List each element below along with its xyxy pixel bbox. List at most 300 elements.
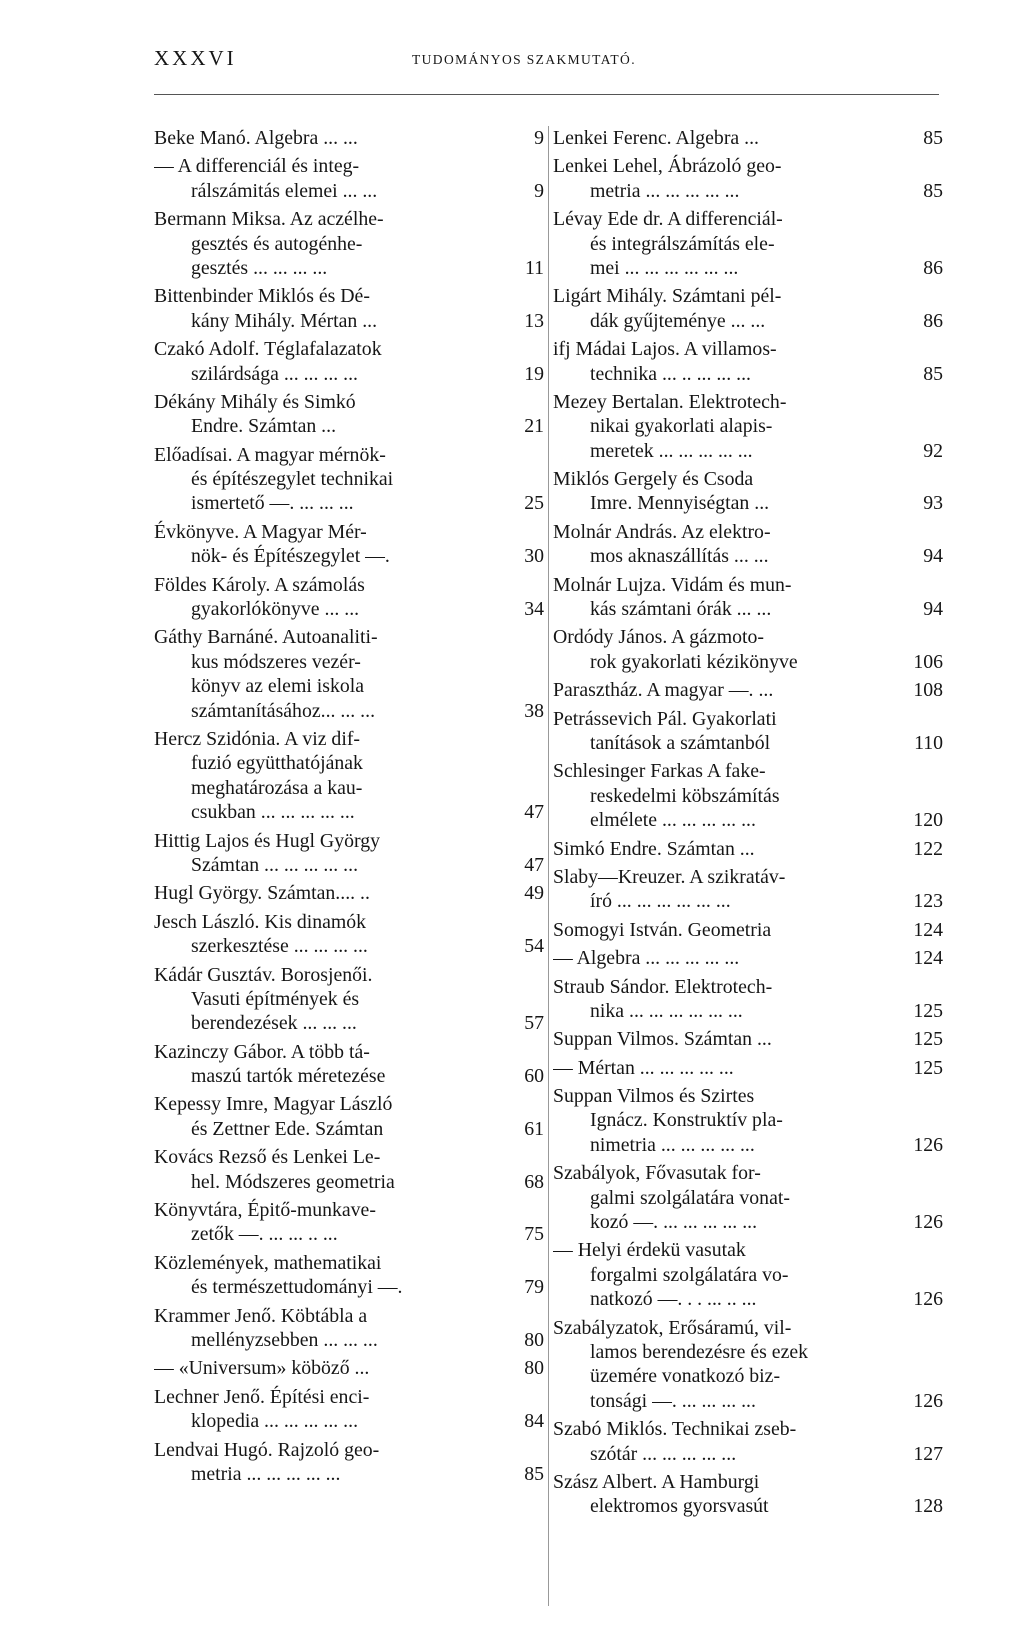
index-entry xyxy=(154,727,544,825)
entry-page-number: 92 xyxy=(923,439,943,462)
entry-page-number: 86 xyxy=(923,256,943,279)
entry-text: Szabályzatok, Erősáramú, vil- xyxy=(553,1316,792,1339)
entry-text: Suppan Vilmos. Számtan ... xyxy=(553,1028,772,1051)
entry-heading-line xyxy=(553,865,943,889)
index-entry xyxy=(154,829,544,878)
entry-heading-line xyxy=(553,284,943,308)
entry-text: ismertető —. ... ... ... xyxy=(191,492,354,515)
entry-text: Gáthy Barnáné. Autoanaliti- xyxy=(154,626,378,649)
entry-heading-line xyxy=(154,829,544,853)
entry-page-number: 54 xyxy=(524,935,544,958)
entry-text: Hittig Lajos és Hugl György xyxy=(154,829,381,852)
index-entry xyxy=(553,284,943,333)
entry-text: gyakorlókönyve ... ... xyxy=(191,598,360,621)
entry-continuation-line xyxy=(154,414,544,438)
index-entry xyxy=(553,573,943,622)
entry-page-number: 47 xyxy=(524,801,544,824)
entry-text: Molnár Lujza. Vidám és mun- xyxy=(553,573,792,596)
entry-continuation-line xyxy=(553,1494,943,1518)
entry-continuation-line xyxy=(553,1263,943,1287)
entry-text: lamos berendezésre és ezek xyxy=(590,1340,809,1363)
entry-text: tonsági —. ... ... ... ... xyxy=(590,1389,756,1412)
entry-text: Ordódy János. A gázmoto- xyxy=(553,626,764,649)
index-entry xyxy=(553,1084,943,1157)
entry-continuation-line xyxy=(553,439,943,463)
index-entry xyxy=(154,284,544,333)
entry-heading-line xyxy=(553,154,943,178)
entry-page-number: 120 xyxy=(913,809,943,832)
entry-text: Kovács Rezső és Lenkei Le- xyxy=(154,1146,381,1169)
entry-heading-line xyxy=(553,678,943,702)
entry-heading-line xyxy=(553,837,943,861)
entry-heading-line xyxy=(154,1438,544,1462)
index-entry xyxy=(553,467,943,516)
entry-text: ifj Mádai Lajos. A villamos- xyxy=(553,338,777,361)
entry-text: mei ... ... ... ... ... ... xyxy=(590,256,739,279)
column-divider xyxy=(548,126,549,1606)
entry-text: Slaby—Kreuzer. A szikratáv- xyxy=(553,865,786,888)
index-entry xyxy=(154,1385,544,1434)
entry-text: Közlemények, mathematikai xyxy=(154,1251,382,1274)
entry-text: Kádár Gusztáv. Borosjenői. xyxy=(154,963,373,986)
entry-heading-line xyxy=(553,1316,943,1340)
entry-heading-line xyxy=(154,1304,544,1328)
entry-page-number: 13 xyxy=(524,309,544,332)
entry-page-number: 125 xyxy=(913,999,943,1022)
entry-page-number: 68 xyxy=(524,1170,544,1193)
entry-page-number: 80 xyxy=(524,1357,544,1380)
entry-continuation-line xyxy=(553,544,943,568)
entry-text: elmélete ... ... ... ... ... xyxy=(590,809,756,832)
entry-text: Imre. Mennyiségtan ... xyxy=(590,492,770,515)
entry-text: nikai gyakorlati alapis- xyxy=(590,415,773,438)
entry-page-number: 47 xyxy=(524,853,544,876)
entry-continuation-line xyxy=(553,1186,943,1210)
entry-text: metria ... ... ... ... ... xyxy=(590,179,740,202)
entry-continuation-line xyxy=(154,650,544,674)
index-entry xyxy=(553,918,943,942)
entry-text: Jesch László. Kis dinamók xyxy=(154,910,367,933)
entry-continuation-line xyxy=(154,1328,544,1352)
entry-page-number: 49 xyxy=(524,882,544,905)
entry-page-number: 126 xyxy=(913,1211,943,1234)
entry-text: Miklós Gergely és Csoda xyxy=(553,468,754,491)
entry-text: Hercz Szidónia. A viz dif- xyxy=(154,727,360,750)
entry-text: fuzió együtthatójának xyxy=(191,752,363,775)
entry-heading-line xyxy=(154,625,544,649)
entry-continuation-line xyxy=(154,751,544,775)
entry-text: számtanításához... ... ... xyxy=(191,699,376,722)
index-entry xyxy=(553,390,943,463)
entry-text: Évkönyve. A Magyar Mér- xyxy=(154,520,367,543)
entry-text: Szabályok, Fővasutak for- xyxy=(553,1162,761,1185)
entry-text: Kazinczy Gábor. A több tá- xyxy=(154,1040,370,1063)
entry-heading-line xyxy=(553,390,943,414)
index-entry xyxy=(154,154,544,203)
index-entry xyxy=(154,1251,544,1300)
entry-continuation-line xyxy=(154,699,544,723)
entry-page-number: 85 xyxy=(923,362,943,385)
entry-continuation-line xyxy=(553,309,943,333)
entry-continuation-line xyxy=(553,1340,943,1364)
entry-continuation-line xyxy=(553,731,943,755)
entry-continuation-line xyxy=(154,1275,544,1299)
entry-continuation-line xyxy=(154,232,544,256)
entry-page-number: 123 xyxy=(913,890,943,913)
entry-page-number: 106 xyxy=(913,650,943,673)
entry-heading-line xyxy=(553,1161,943,1185)
entry-page-number: 79 xyxy=(524,1276,544,1299)
entry-page-number: 21 xyxy=(524,415,544,438)
entry-text: Schlesinger Farkas A fake- xyxy=(553,760,766,783)
entry-heading-line xyxy=(553,1470,943,1494)
index-entry xyxy=(553,1056,943,1080)
entry-continuation-line xyxy=(154,309,544,333)
entry-heading-line xyxy=(553,126,943,150)
entry-page-number: 124 xyxy=(913,947,943,970)
entry-continuation-line xyxy=(553,1210,943,1234)
entry-text: Számtan ... ... ... ... ... xyxy=(191,853,359,876)
entry-text: galmi szolgálatára vonat- xyxy=(590,1186,790,1209)
entry-continuation-line xyxy=(154,1011,544,1035)
entry-text: natkozó —. . . ... .. ... xyxy=(590,1288,757,1311)
entry-continuation-line xyxy=(154,934,544,958)
index-column-right xyxy=(553,126,943,1523)
entry-text: Könyvtára, Épitő-munkave- xyxy=(154,1199,376,1222)
entry-continuation-line xyxy=(154,1409,544,1433)
entry-heading-line xyxy=(154,126,544,150)
entry-text: Mezey Bertalan. Elektrotech- xyxy=(553,390,787,413)
index-entry xyxy=(154,337,544,386)
index-entry xyxy=(553,1238,943,1311)
entry-text: nök- és Építészegylet —. xyxy=(191,545,390,568)
entry-continuation-line xyxy=(553,889,943,913)
entry-continuation-line xyxy=(154,1170,544,1194)
entry-heading-line xyxy=(154,1251,544,1275)
index-entry xyxy=(154,1040,544,1089)
entry-text: zetők —. ... ... .. ... xyxy=(191,1223,338,1246)
index-entry xyxy=(154,390,544,439)
entry-text: és építészegylet technikai xyxy=(191,468,394,491)
entry-text: Szász Albert. A Hamburgi xyxy=(553,1470,760,1493)
entry-page-number: 125 xyxy=(913,1056,943,1079)
entry-text: rok gyakorlati kézikönyve xyxy=(590,650,798,673)
entry-page-number: 30 xyxy=(524,545,544,568)
entry-text: berendezések ... ... ... xyxy=(191,1012,357,1035)
entry-heading-line xyxy=(154,154,544,178)
index-entry xyxy=(154,573,544,622)
entry-text: szerkesztése ... ... ... ... xyxy=(191,935,368,958)
entry-heading-line xyxy=(553,975,943,999)
entry-text: — «Universum» köböző ... xyxy=(154,1357,370,1380)
entry-text: meretek ... ... ... ... ... xyxy=(590,439,753,462)
entry-text: kány Mihály. Mértan ... xyxy=(191,309,378,332)
entry-text: meghatározása a kau- xyxy=(191,776,363,799)
index-entry xyxy=(553,154,943,203)
entry-text: Somogyi István. Geometria xyxy=(553,918,772,941)
entry-text: gesztés ... ... ... ... xyxy=(191,256,328,279)
entry-heading-line xyxy=(154,1092,544,1116)
entry-text: Czakó Adolf. Téglafalazatok xyxy=(154,338,382,361)
entry-continuation-line xyxy=(553,179,943,203)
entry-page-number: 128 xyxy=(913,1495,943,1518)
entry-page-number: 86 xyxy=(923,309,943,332)
entry-continuation-line xyxy=(154,362,544,386)
entry-page-number: 126 xyxy=(913,1389,943,1412)
entry-text: Lechner Jenő. Építési enci- xyxy=(154,1385,370,1408)
index-entry xyxy=(553,337,943,386)
entry-heading-line xyxy=(553,207,943,231)
index-entry xyxy=(553,1470,943,1519)
entry-text: forgalmi szolgálatára vo- xyxy=(590,1263,789,1286)
entry-text: tanítások a számtanból xyxy=(590,731,771,754)
entry-text: Ignácz. Konstruktív pla- xyxy=(590,1109,783,1132)
entry-heading-line xyxy=(553,625,943,649)
entry-page-number: 80 xyxy=(524,1328,544,1351)
entry-text: Suppan Vilmos és Szirtes xyxy=(553,1085,755,1108)
entry-text: csukban ... ... ... ... ... xyxy=(191,801,355,824)
entry-text: maszú tartók méretezése xyxy=(191,1065,386,1088)
entry-page-number: 60 xyxy=(524,1065,544,1088)
index-entry xyxy=(154,520,544,569)
entry-heading-line xyxy=(553,467,943,491)
entry-continuation-line xyxy=(553,232,943,256)
header-rule xyxy=(154,94,939,95)
entry-continuation-line xyxy=(154,1064,544,1088)
entry-heading-line xyxy=(154,573,544,597)
entry-text: Straub Sándor. Elektrotech- xyxy=(553,975,773,998)
entry-continuation-line xyxy=(553,414,943,438)
entry-continuation-line xyxy=(154,776,544,800)
index-entry xyxy=(553,946,943,970)
entry-text: nimetria ... ... ... ... ... xyxy=(590,1133,755,1156)
entry-text: gesztés és autogénhe- xyxy=(191,232,363,255)
index-entry xyxy=(154,1304,544,1353)
index-entry xyxy=(154,963,544,1036)
entry-text: szótár ... ... ... ... ... xyxy=(590,1442,737,1465)
entry-page-number: 122 xyxy=(913,837,943,860)
entry-heading-line xyxy=(553,1027,943,1051)
entry-text: és természettudományi —. xyxy=(191,1276,403,1299)
index-entry xyxy=(553,1417,943,1466)
entry-page-number: 9 xyxy=(534,179,544,202)
entry-continuation-line xyxy=(154,987,544,1011)
entry-heading-line xyxy=(553,946,943,970)
index-entry xyxy=(154,1438,544,1487)
entry-text: Ligárt Mihály. Számtani pél- xyxy=(553,285,782,308)
entry-continuation-line xyxy=(154,674,544,698)
entry-heading-line xyxy=(553,707,943,731)
entry-text: Lévay Ede dr. A differenciál- xyxy=(553,208,783,231)
entry-text: Krammer Jenő. Köbtábla a xyxy=(154,1304,368,1327)
entry-page-number: 9 xyxy=(534,127,544,149)
entry-heading-line xyxy=(553,1084,943,1108)
index-entry xyxy=(553,678,943,702)
index-entry xyxy=(154,1145,544,1194)
entry-text: Előadísai. A magyar mérnök- xyxy=(154,443,386,466)
entry-text: — Helyi érdekü vasutak xyxy=(553,1239,746,1262)
entry-text: Bittenbinder Miklós és Dé- xyxy=(154,285,370,308)
entry-text: nika ... ... ... ... ... ... xyxy=(590,999,743,1022)
entry-heading-line xyxy=(154,1356,544,1380)
entry-text: szilárdsága ... ... ... ... xyxy=(191,362,359,385)
entry-page-number: 125 xyxy=(913,1028,943,1051)
index-entry xyxy=(154,126,544,150)
entry-continuation-line xyxy=(154,1222,544,1246)
entry-page-number: 94 xyxy=(923,545,943,568)
entry-continuation-line xyxy=(553,1287,943,1311)
entry-continuation-line xyxy=(553,491,943,515)
entry-heading-line xyxy=(154,520,544,544)
index-entry xyxy=(154,443,544,516)
index-entry xyxy=(553,1316,943,1414)
entry-continuation-line xyxy=(154,597,544,621)
entry-text: mos aknaszállítás ... ... xyxy=(590,545,769,568)
entry-text: Dékány Mihály és Simkó xyxy=(154,390,356,413)
entry-text: üzemére vonatkozó biz- xyxy=(590,1365,781,1388)
index-entry xyxy=(154,1092,544,1141)
entry-text: klopedia ... ... ... ... ... xyxy=(191,1410,359,1433)
entry-page-number: 57 xyxy=(524,1012,544,1035)
entry-continuation-line xyxy=(154,1462,544,1486)
index-column-left xyxy=(154,126,544,1490)
index-entry xyxy=(553,759,943,832)
index-entry xyxy=(154,1356,544,1380)
entry-page-number: 85 xyxy=(524,1462,544,1485)
entry-text: Lenkei Ferenc. Algebra ... xyxy=(553,127,759,149)
entry-continuation-line xyxy=(553,808,943,832)
index-entry xyxy=(553,625,943,674)
entry-continuation-line xyxy=(154,544,544,568)
index-entry xyxy=(553,865,943,914)
entry-text: kozó —. ... ... ... ... ... xyxy=(590,1211,758,1234)
page-number: XXXVI xyxy=(154,46,237,70)
index-entry xyxy=(553,1027,943,1051)
entry-continuation-line xyxy=(553,1133,943,1157)
entry-heading-line xyxy=(154,337,544,361)
entry-continuation-line xyxy=(553,1108,943,1132)
entry-heading-line xyxy=(553,1417,943,1441)
entry-heading-line xyxy=(553,520,943,544)
entry-text: Endre. Számtan ... xyxy=(191,415,337,438)
entry-text: író ... ... ... ... ... ... xyxy=(590,890,731,913)
entry-text: — Algebra ... ... ... ... ... xyxy=(553,947,740,970)
entry-text: Petrássevich Pál. Gyakorlati xyxy=(553,707,777,730)
index-entry xyxy=(154,881,544,905)
entry-continuation-line xyxy=(553,1442,943,1466)
entry-text: technika ... .. ... ... ... xyxy=(590,362,751,385)
entry-continuation-line xyxy=(553,999,943,1023)
entry-page-number: 84 xyxy=(524,1410,544,1433)
entry-text: Molnár András. Az elektro- xyxy=(553,520,771,543)
entry-page-number: 94 xyxy=(923,598,943,621)
entry-text: Simkó Endre. Számtan ... xyxy=(553,837,755,860)
index-entry xyxy=(553,707,943,756)
entry-text: hel. Módszeres geometria xyxy=(191,1170,395,1193)
entry-text: reskedelmi köbszámítás xyxy=(590,784,780,807)
entry-text: — A differenciál és integ- xyxy=(154,155,360,178)
entry-text: metria ... ... ... ... ... xyxy=(191,1462,341,1485)
entry-heading-line xyxy=(154,207,544,231)
entry-heading-line xyxy=(553,1238,943,1262)
entry-page-number: 110 xyxy=(914,731,943,754)
index-entry xyxy=(154,207,544,280)
entry-text: kus módszeres vezér- xyxy=(191,650,361,673)
entry-text: Vasuti építmények és xyxy=(191,987,360,1010)
running-title: TUDOMÁNYOS SZAKMUTATÓ. xyxy=(412,52,636,67)
entry-continuation-line xyxy=(553,650,943,674)
entry-continuation-line xyxy=(553,256,943,280)
entry-text: — Mértan ... ... ... ... ... xyxy=(553,1056,734,1079)
entry-heading-line xyxy=(154,910,544,934)
index-entry xyxy=(154,910,544,959)
entry-text: rálszámitás elemei ... ... xyxy=(191,179,378,202)
entry-text: és integrálszámítás ele- xyxy=(590,232,775,255)
entry-heading-line xyxy=(154,1145,544,1169)
entry-continuation-line xyxy=(154,491,544,515)
entry-continuation-line xyxy=(154,467,544,491)
entry-continuation-line xyxy=(154,256,544,280)
entry-continuation-line xyxy=(553,1364,943,1388)
entry-heading-line xyxy=(154,727,544,751)
entry-page-number: 126 xyxy=(913,1133,943,1156)
entry-continuation-line xyxy=(154,800,544,824)
entry-page-number: 126 xyxy=(913,1288,943,1311)
entry-text: Földes Károly. A számolás xyxy=(154,573,365,596)
entry-heading-line xyxy=(154,1385,544,1409)
entry-heading-line xyxy=(154,1040,544,1064)
entry-text: Kepessy Imre, Magyar László xyxy=(154,1093,393,1116)
entry-page-number: 34 xyxy=(524,598,544,621)
index-entry xyxy=(553,126,943,150)
entry-text: és Zettner Ede. Számtan xyxy=(191,1117,384,1140)
entry-page-number: 38 xyxy=(524,699,544,722)
entry-text: elektromos gyorsvasút xyxy=(590,1495,769,1518)
index-entry xyxy=(553,837,943,861)
entry-page-number: 108 xyxy=(913,679,943,702)
index-entry xyxy=(154,1198,544,1247)
entry-continuation-line xyxy=(553,597,943,621)
entry-text: Szabó Miklós. Technikai zseb- xyxy=(553,1418,797,1441)
entry-continuation-line xyxy=(553,784,943,808)
entry-continuation-line xyxy=(553,1389,943,1413)
entry-heading-line xyxy=(553,1056,943,1080)
index-entry xyxy=(553,520,943,569)
entry-text: Hugl György. Számtan.... .. xyxy=(154,882,370,905)
entry-heading-line xyxy=(553,573,943,597)
entry-text: dák gyűjteménye ... ... xyxy=(590,309,766,332)
entry-text: Bermann Miksa. Az aczélhe- xyxy=(154,208,384,231)
entry-continuation-line xyxy=(154,179,544,203)
entry-text: könyv az elemi iskola xyxy=(191,675,365,698)
entry-text: Beke Manó. Algebra ... ... xyxy=(154,127,358,149)
entry-text: kás számtani órák ... ... xyxy=(590,598,772,621)
entry-text: mellényzsebben ... ... ... xyxy=(191,1328,378,1351)
entry-heading-line xyxy=(154,963,544,987)
entry-heading-line xyxy=(154,881,544,905)
entry-page-number: 75 xyxy=(524,1223,544,1246)
entry-text: Lendvai Hugó. Rajzoló geo- xyxy=(154,1438,380,1461)
entry-heading-line xyxy=(154,284,544,308)
entry-page-number: 93 xyxy=(923,492,943,515)
entry-text: Parasztház. A magyar —. ... xyxy=(553,679,774,702)
entry-continuation-line xyxy=(154,853,544,877)
entry-page-number: 85 xyxy=(923,127,943,149)
entry-heading-line xyxy=(154,1198,544,1222)
entry-page-number: 85 xyxy=(923,179,943,202)
entry-continuation-line xyxy=(154,1117,544,1141)
entry-text: Lenkei Lehel, Ábrázoló geo- xyxy=(553,155,782,178)
